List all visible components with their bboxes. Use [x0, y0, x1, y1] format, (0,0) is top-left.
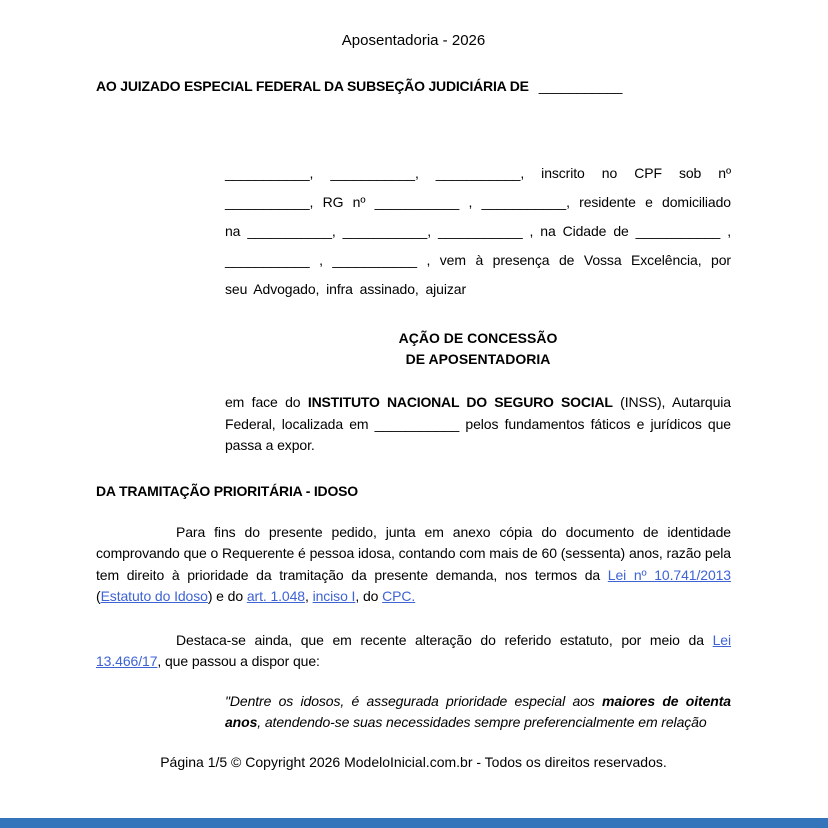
facing-pre: em face do	[225, 394, 308, 410]
addressee-blank-field: ___________	[538, 78, 623, 94]
qualification-paragraph: ___________, ___________, ___________, inscrito no CPF sob nº ___________, RG nº ___________ , ___________, residente e domiciliado na ___________, ___________, ___________ , na Cidade de ___________ , ___________ , ___________ , vem à presença de Vossa Excelência, por seu Advogado, infra assinado, ajuizar	[225, 165, 731, 297]
addressee-text: AO JUIZADO ESPECIAL FEDERAL DA SUBSEÇÃO JUDICIÁRIA DE	[96, 78, 529, 94]
priority-p1-text-4: ,	[304, 588, 313, 604]
action-title-line2: DE APOSENTADORIA	[405, 351, 551, 367]
priority-p1-text-1: Para fins do presente pedido, junta em anexo cópia do documento de identidade comprovando que o Requerente é pessoa idosa, contando com mais de 60 (sessenta) anos, razão pela tem direito à prioridade da tramitação da presente demanda, nos termos da	[96, 523, 731, 583]
priority-paragraph-2	[96, 630, 731, 673]
action-title-line1: AÇÃO DE CONCESSÃO	[398, 330, 558, 346]
link-lei-13466-17[interactable]: Lei 13.466/17	[96, 631, 731, 669]
link-art-1048[interactable]: art. 1.048	[246, 588, 305, 604]
priority-p1-text-5: , do	[355, 588, 383, 604]
facing-post: (INSS), Autarquia Federal, localizada em ___________ pelos fundamentos fáticos e jurídicos que passa a expor.	[225, 394, 731, 453]
priority-p2-text-2: , que passou a dispor que:	[157, 653, 320, 669]
priority-p2-text-1: Destaca-se ainda, que em recente alteração do referido estatuto, por meio da	[176, 631, 713, 648]
quote-text-1: "Dentre os idosos, é assegurada prioridade especial aos	[225, 692, 603, 709]
priority-p1-text-3: ) e do	[207, 588, 247, 604]
priority-paragraph-1	[96, 522, 731, 608]
link-lei-10741-2013[interactable]: Lei nº 10.741/2013	[607, 566, 731, 583]
addressee-heading	[96, 78, 731, 95]
quote-text-2: , atendendo-se suas necessidades sempre preferencialmente em relação	[257, 714, 707, 730]
quote-bold-segment: maiores de oitenta anos	[225, 692, 731, 730]
link-estatuto-do-idoso[interactable]: Estatuto do Idoso	[100, 588, 208, 604]
statute-quote-paragraph	[225, 691, 731, 734]
priority-p1-text-2: (	[96, 588, 101, 604]
page-footer: Página 1/5 © Copyright 2026 ModeloInicial.com.br - Todos os direitos reservados.	[160, 753, 667, 770]
facing-paragraph	[225, 392, 731, 457]
link-cpc[interactable]: CPC.	[382, 588, 416, 604]
action-title	[225, 328, 731, 370]
section-heading-priority: DA TRAMITAÇÃO PRIORITÁRIA - IDOSO	[96, 482, 358, 499]
bottom-accent-bar	[0, 818, 828, 828]
page-title: Aposentadoria - 2026	[341, 32, 486, 49]
link-inciso-i[interactable]: inciso I	[312, 588, 356, 604]
defendant-name: INSTITUTO NACIONAL DO SEGURO SOCIAL	[307, 394, 613, 410]
